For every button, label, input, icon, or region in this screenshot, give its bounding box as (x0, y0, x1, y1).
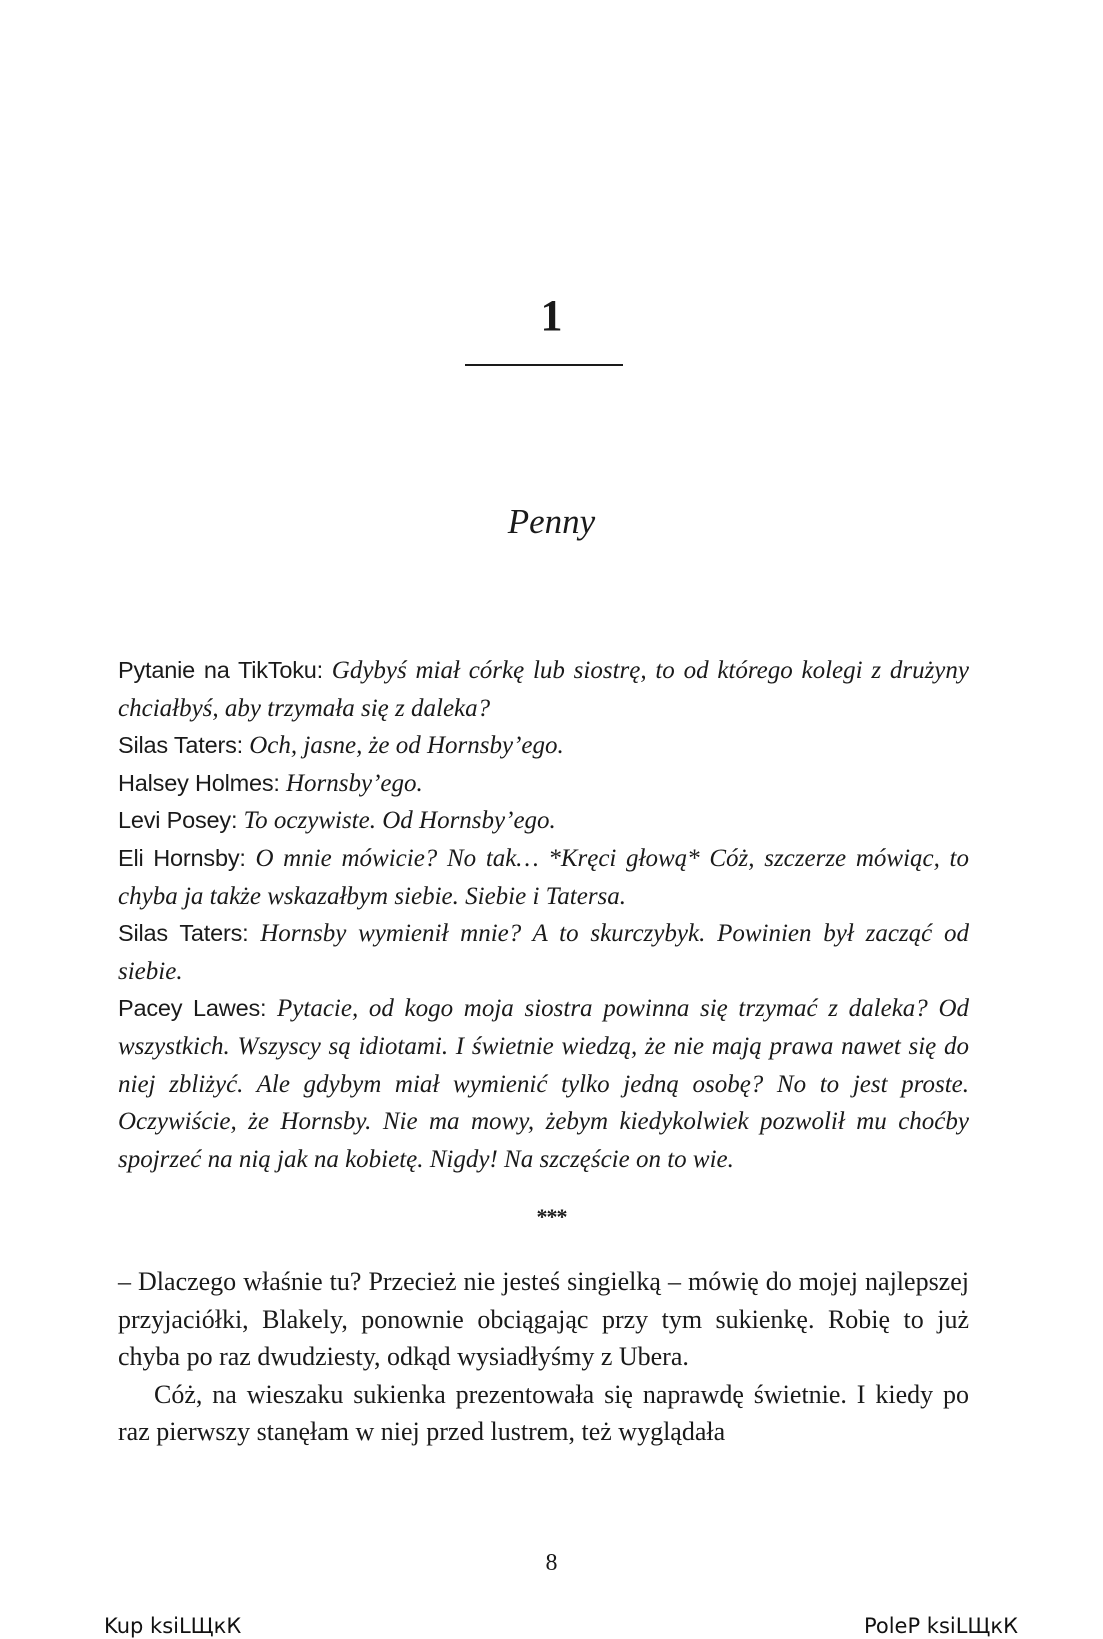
footer-buy-link[interactable]: Kup ksiLЩкК (104, 1614, 242, 1638)
dialogue-block (118, 652, 969, 1178)
dialogue-line (118, 915, 969, 990)
speaker-name: Pytanie na TikToku: (118, 657, 323, 683)
page-number: 8 (545, 1550, 558, 1576)
section-break: *** (536, 1204, 567, 1229)
chapter-title: Penny (507, 502, 596, 541)
speaker-name: Levi Posey: (118, 807, 238, 834)
paragraph: Cóż, na wieszaku sukienka prezentowała się naprawdę świetnie. I kiedy po raz pierwszy stanęłam w niej przed lustrem, też wyglądała (118, 1379, 969, 1447)
dialogue-line (118, 990, 969, 1178)
body-text (118, 1263, 969, 1451)
dialogue-line (118, 802, 969, 840)
speaker-name: Silas Taters: (118, 732, 243, 759)
speaker-name: Silas Taters: (118, 920, 249, 947)
dialogue-text: Pytacie, od kogo moja siostra powinna się trzymać z daleka? Od wszystkich. Wszyscy są idiotami. I świetnie wiedzą, że nie mają prawa nawet się do niej zbliżyć. Ale gdybym miał wymienić tylko jedną osobę? No to jest proste. Oczywiście, że Hornsby. Nie ma mowy, żebym kiedykolwiek pozwolił mu choćby spojrzeć na nią jak na kobietę. Nigdy! Na szczęście on to wie. (118, 995, 970, 1173)
speaker-name: Halsey Holmes: (118, 769, 280, 796)
dialogue-text: Och, jasne, że od Hornsby’ego. (249, 732, 564, 760)
dialogue-text: O mnie mówicie? No tak… *Kręci głową* Cóż, szczerze mówiąc, to chyba ja także wskazałbym siebie. Siebie i Tatersa. (118, 844, 970, 910)
dialogue-line (118, 727, 969, 765)
dialogue-line (118, 840, 969, 915)
dialogue-text: Gdybyś miał córkę lub siostrę, to od którego kolegi z drużyny chciałbyś, aby trzymała się z daleka? (118, 657, 969, 722)
footer-recommend-link[interactable]: PoleP ksiLЩкК (863, 1614, 1018, 1638)
dialogue-text: Hornsby’ego. (286, 769, 423, 797)
paragraph: – Dlaczego właśnie tu? Przecież nie jesteś singielką – mówię do mojej najlepszej przyjaciółki, Blakely, ponownie obciągając przy tym sukienkę. Robię to już chyba po raz dwudziesty, odkąd wysiadłyśmy z Ubera. (118, 1267, 969, 1372)
dialogue-text: To oczywiste. Od Hornsby’ego. (243, 807, 556, 835)
speaker-name: Eli Hornsby: (118, 844, 246, 871)
chapter-number: 1 (540, 291, 563, 340)
dialogue-text: Hornsby wymienił mnie? A to skurczybyk. Powinien był zacząć od siebie. (118, 920, 969, 985)
chapter-divider (465, 364, 623, 366)
dialogue-line (118, 765, 969, 803)
dialogue-line (118, 652, 969, 727)
speaker-name: Pacey Lawes: (118, 995, 267, 1022)
